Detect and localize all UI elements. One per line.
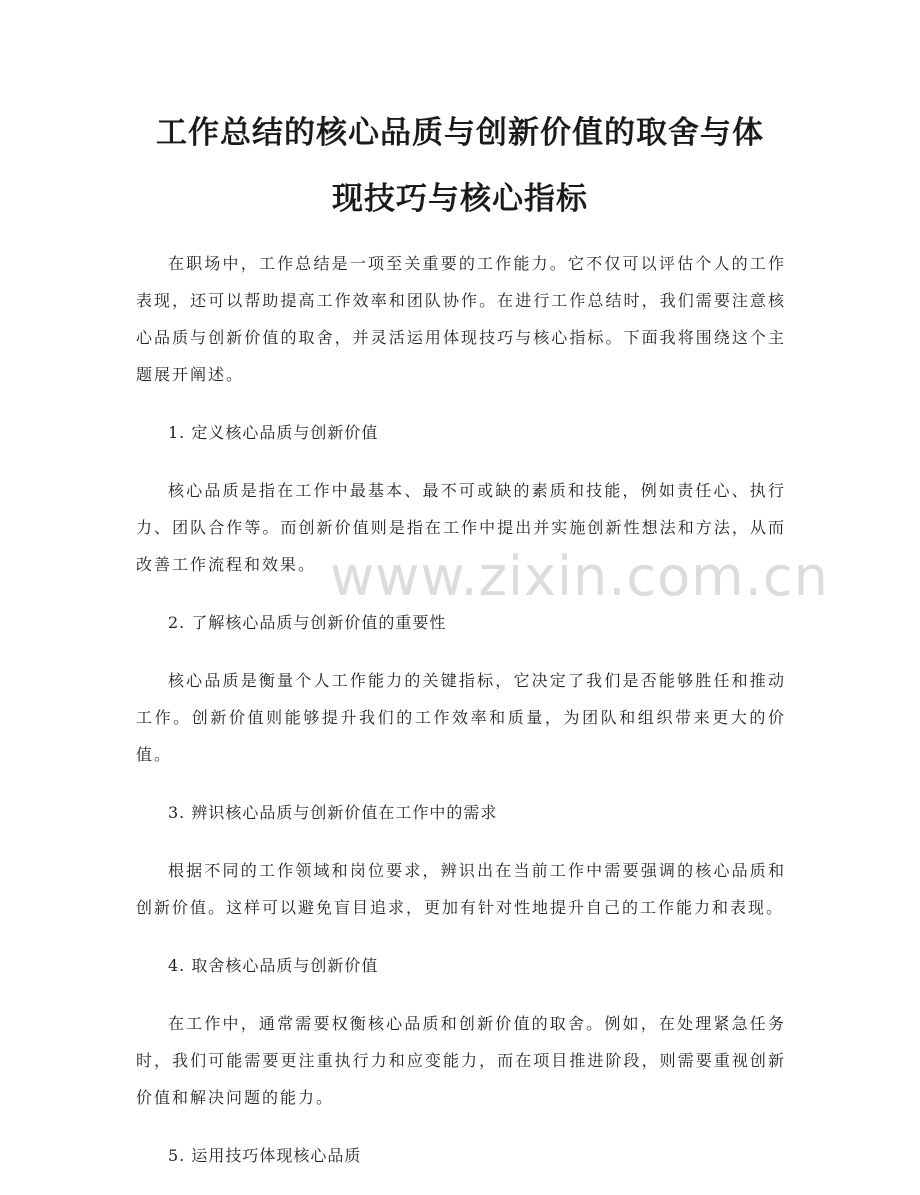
section-body-2: 核心品质是衡量个人工作能力的关键指标，它决定了我们是否能够胜任和推动工作。创新价值则能够提升我们的工作效率和质量，为团队和组织带来更大的价值。	[136, 671, 786, 764]
document-title	[120, 100, 800, 232]
section-body-4: 在工作中，通常需要权衡核心品质和创新价值的取舍。例如，在处理紧急任务时，我们可能需要更注重执行力和应变能力，而在项目推进阶段，则需要重视创新价值和解决问题的能力。	[136, 1014, 786, 1107]
section-body-3: 根据不同的工作领域和岗位要求，辨识出在当前工作中需要强调的核心品质和创新价值。这样可以避免盲目追求，更加有针对性地提升自己的工作能力和表现。	[136, 861, 786, 917]
watermark-text: www.zixin.com.cn	[330, 545, 829, 608]
section-body-1: 核心品质是指在工作中最基本、最不可或缺的素质和技能，例如责任心、执行力、团队合作等。而创新价值则是指在工作中提出并实施创新性想法和方法，从而改善工作流程和效果。	[136, 481, 786, 574]
intro-paragraph: 在职场中，工作总结是一项至关重要的工作能力。它不仅可以评估个人的工作表现，还可以帮助提高工作效率和团队协作。在进行工作总结时，我们需要注意核心品质与创新价值的取舍，并灵活运用体现技巧与核心指标。下面我将围绕这个主题展开阐述。	[136, 254, 786, 384]
title-line-2: 现技巧与核心指标	[332, 181, 588, 217]
section-heading-4: 4. 取舍核心品质与创新价值	[168, 956, 379, 975]
section-heading-1: 1. 定义核心品质与创新价值	[168, 423, 379, 442]
document-body	[136, 245, 786, 1195]
section-heading-3: 3. 辨识核心品质与创新价值在工作中的需求	[168, 803, 498, 822]
section-heading-2: 2. 了解核心品质与创新价值的重要性	[168, 613, 447, 632]
title-line-1: 工作总结的核心品质与创新价值的取舍与体	[156, 115, 764, 151]
section-heading-5: 5. 运用技巧体现核心品质	[168, 1146, 362, 1165]
